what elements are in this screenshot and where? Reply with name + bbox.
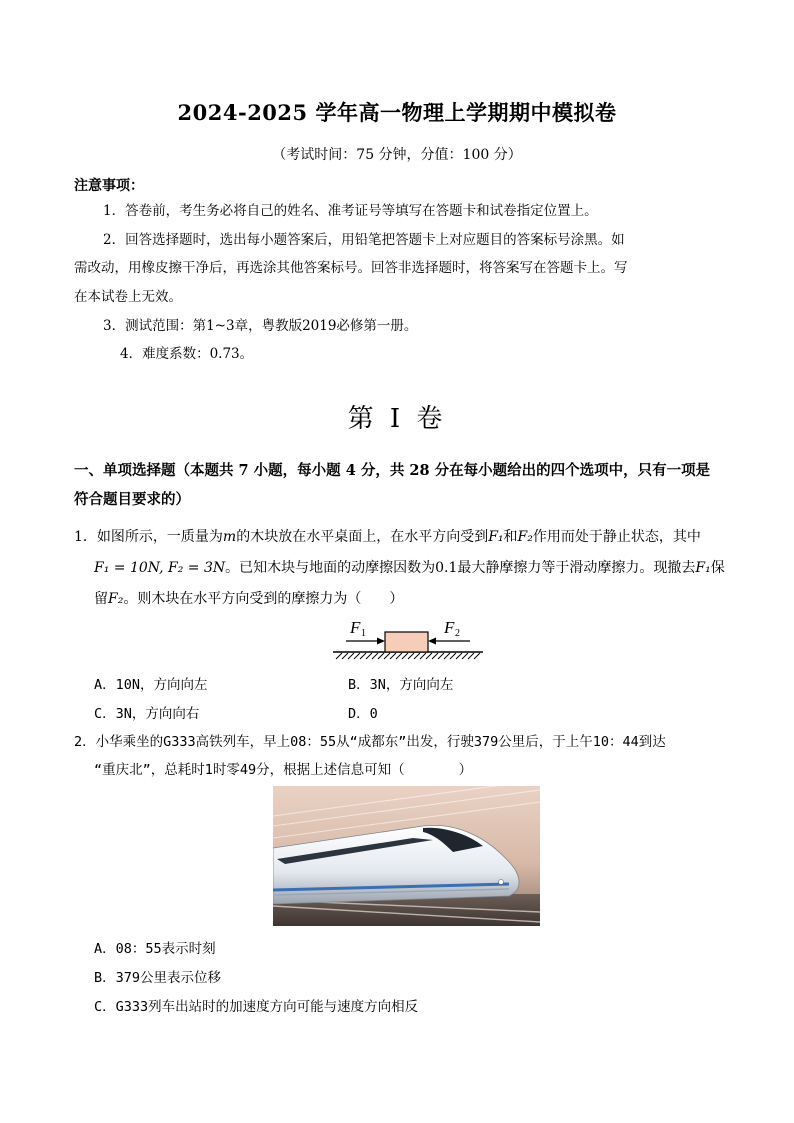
force-diagram [330, 614, 490, 662]
part1-heading: 一、单项选择题（本题共 7 小题，每小题 4 分，共 28 分在每小题给出的四个选项中，只有一项是符合题目要求的） [74, 462, 711, 508]
q1-line-3 [94, 588, 403, 608]
f1-symbol: F₁ [488, 529, 504, 545]
notice-item-1: 1．答卷前，考生务必将自己的姓名、准考证号等填写在答题卡和试卷指定位置上。 [103, 203, 598, 219]
mass-symbol: m [222, 529, 237, 545]
q2-line-2: “重庆北”，总耗时1时零49分，根据上述信息可知（ ） [94, 762, 473, 778]
ground-hatching [333, 652, 483, 659]
q1-text: 的木块放在水平桌面上，在水平方向受到 [236, 529, 489, 545]
f2-label-subscript: 2 [455, 628, 460, 639]
q2-option-a: A．08：55表示时刻 [94, 941, 216, 957]
q2-line-1: 2．小华乘坐的G333高铁列车，早上08：55从“成都东”出发，行驶379公里后，于上午10：44到达 [74, 734, 666, 750]
notice-item-2-line-2: 需改动，用橡皮擦干净后，再选涂其他答案标号。回答非选择题时，将答案写在答题卡上。写 [74, 260, 628, 276]
q1-option-a: A．10N，方向向左 [94, 677, 208, 693]
notice-item-4: 4．难度系数：0.73。 [120, 346, 254, 362]
f2-arrow [428, 638, 470, 645]
f2-symbol: F₂ [108, 591, 124, 607]
f2-symbol: F₂ [517, 529, 533, 545]
q1-text: 作用而处于静止状态，其中 [532, 529, 701, 545]
q1-text: 和 [503, 529, 518, 545]
q2-option-c: C．G333列车出站时的加速度方向可能与速度方向相反 [94, 999, 419, 1015]
f1-label: F [350, 618, 361, 637]
f2-label: F [444, 618, 455, 637]
q1-option-b: B．3N，方向向左 [348, 677, 454, 693]
high-speed-train-photo [273, 786, 540, 926]
notice-item-3: 3．测试范围：第1~3章，粤教版2019必修第一册。 [103, 318, 418, 334]
q1-text: 1．如图所示，一质量为 [74, 529, 223, 545]
notice-item-2-line-3: 在本试卷上无效。 [74, 289, 182, 305]
f1-label-subscript: 1 [361, 628, 366, 639]
exam-title: 2024-2025 学年高一物理上学期期中模拟卷 [177, 100, 617, 125]
notice-item-2-line-1: 2．回答选择题时，选出每小题答案后，用铅笔把答题卡上对应题目的答案标号涂黑。如 [103, 232, 625, 248]
q1-text: 。则木块在水平方向受到的摩擦力为（ ） [123, 591, 404, 607]
q1-option-c: C．3N，方向向右 [94, 706, 200, 722]
exam-subtitle: （考试时间：75 分钟，分值：100 分） [272, 147, 522, 163]
q1-option-d: D．0 [348, 706, 378, 722]
section-title: 第 I 卷 [347, 404, 447, 434]
q2-option-b: B．379公里表示位移 [94, 970, 222, 986]
q1-text: 。已知木块与地面的动摩擦因数为0.1最大静摩擦力等于滑动摩擦力。现撤去 [225, 560, 696, 576]
q1-formula: F₁ = 10N, F₂ = 3N [94, 560, 226, 576]
q1-line-2 [94, 557, 725, 577]
f1-symbol: F₁ [695, 560, 711, 576]
q1-line-1 [74, 526, 701, 546]
notice-heading: 注意事项： [74, 178, 144, 194]
q1-text: 留 [94, 591, 108, 607]
q1-text: 保 [710, 560, 725, 576]
wooden-block [385, 632, 428, 652]
